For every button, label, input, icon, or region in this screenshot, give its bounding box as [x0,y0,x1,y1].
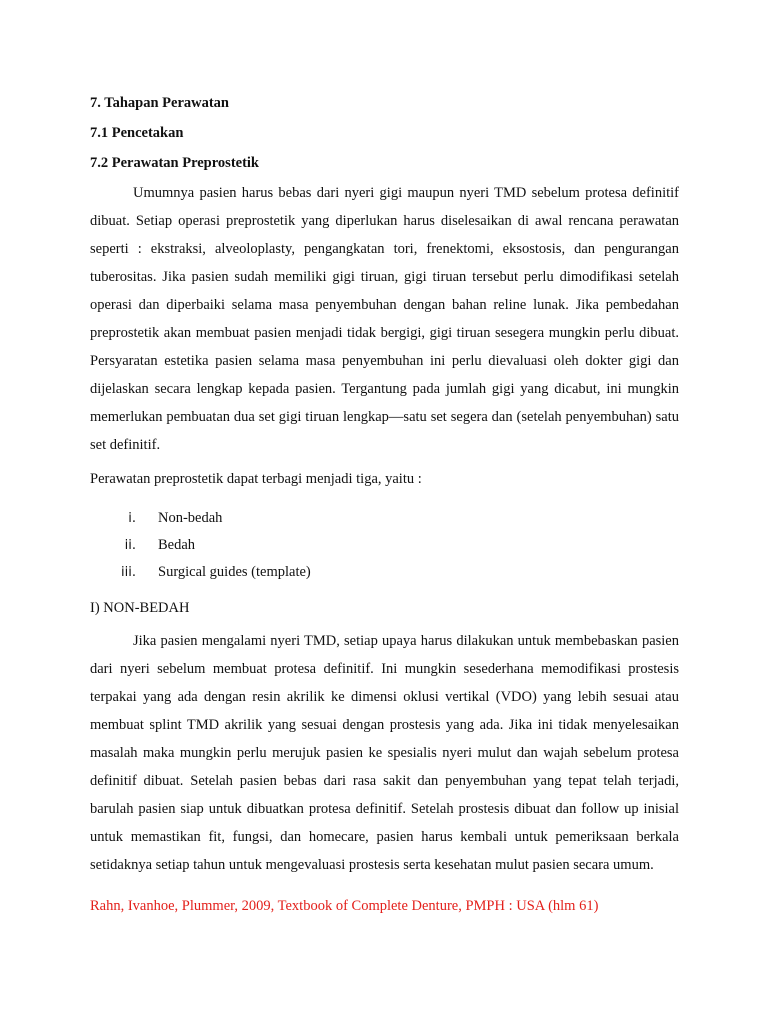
heading-pencetakan: 7.1 Pencetakan [90,125,184,141]
paragraph-non-bedah: Jika pasien mengalami nyeri TMD, setiap upaya harus dilakukan untuk membebaskan pasien dari nyeri sebelum membuat protesa definitif. Ini mungkin sesederhana memodifikasi prostesis terpakai yang ada dengan resin akrilik ke dimensi oklusi vertikal (VDO) yang lebih sesuai atau membuat splint TMD akrilik yang sesuai dengan prostesis yang ada. Jika ini tidak menyelesaikan masalah maka mungkin perlu merujuk pasien ke spesialis nyeri mulut dan wajah sebelum protesa definitif dibuat. Setelah pasien bebas dari rasa sakit dan penyembuhan yang tepat telah terjadi, barulah pasien siap untuk dibuatkan protesa definitif. Setelah prostesis dibuat dan follow up inisial untuk memastikan fit, fungsi, dan homecare, pasien harus kembali untuk pemeriksaan berkala setidaknya setiap tahun untuk mengevaluasi prostesis serta kesehatan mulut pasien secara umum. [90,633,679,873]
roman-numbered-list [90,505,679,586]
list-item-text: Surgical guides (template) [158,564,311,580]
list-item-number: ii. [124,538,136,553]
reference-citation: Rahn, Ivanhoe, Plummer, 2009, Textbook of Complete Denture, PMPH : USA (hlm 61) [90,898,599,914]
section-title-non-bedah: I) NON-BEDAH [90,600,190,616]
paragraph-preprostetik-intro: Umumnya pasien harus bebas dari nyeri gigi maupun nyeri TMD sebelum protesa definitif dibuat. Setiap operasi preprostetik yang diperlukan harus diselesaikan di awal rencana perawatan seperti : ekstraksi, alveoloplasty, pengangkatan tori, frenektomi, eksostosis, dan pengurangan tuberositas. Jika pasien sudah memiliki gigi tiruan, gigi tiruan tersebut perlu dimodifikasi setelah operasi dan diperbaiki selama masa penyembuhan dengan bahan reline lunak. Jika pembedahan preprostetik akan membuat pasien menjadi tidak bergigi, gigi tiruan sesegera mungkin perlu dibuat. Persyaratan estetika pasien selama masa penyembuhan ini perlu dievaluasi oleh dokter gigi dan dijelaskan secara lengkap kepada pasien. Tergantung pada jumlah gigi yang dicabut, ini mungkin memerlukan pembuatan dua set gigi tiruan lengkap—satu set segera dan (setelah penyembuhan) satu set definitif. [90,185,679,453]
list-item-number: iii. [121,565,136,580]
list-item-number: i. [128,511,136,526]
list-item [90,532,679,559]
heading-perawatan-preprostetik: 7.2 Perawatan Preprostetik [90,155,260,171]
paragraph-division-intro: Perawatan preprostetik dapat terbagi menjadi tiga, yaitu : [90,471,422,487]
list-item [90,505,679,532]
heading-tahapan-perawatan: 7. Tahapan Perawatan [90,95,229,111]
list-item-text: Non-bedah [158,510,223,526]
list-item [90,559,679,586]
list-item-text: Bedah [158,537,196,553]
